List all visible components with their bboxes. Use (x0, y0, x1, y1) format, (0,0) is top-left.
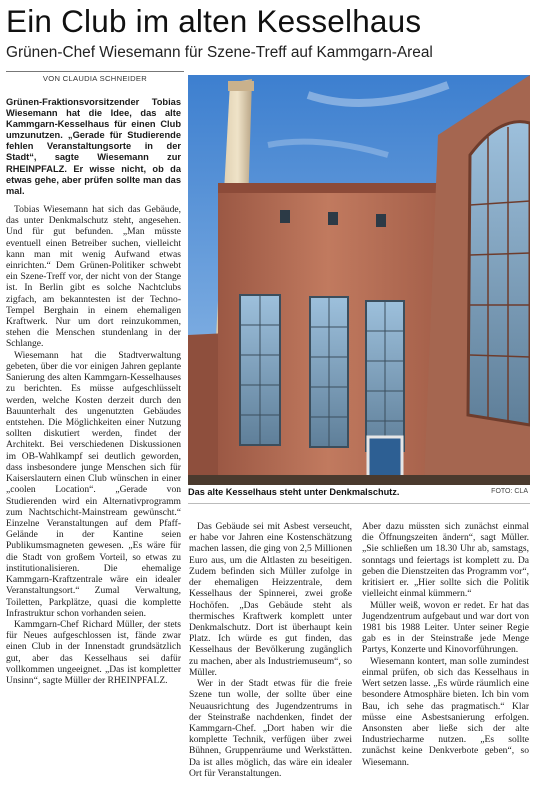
body-paragraph: Kammgarn-Chef Richard Müller, der stets für Neues aufgeschlossen ist, fände zwar einen Club in der Innenstadt grundsätzlich gut, aber das Kesselhaus sei dafür vollkommen ungeeignet. „Das ist kompletter Unsinn“, sagte Müller der RHEINPFALZ. (6, 618, 181, 687)
kesselhaus-photo (188, 75, 530, 485)
subheadline: Grünen-Chef Wiesemann für Szene-Treff auf Kammgarn-Areal (6, 44, 433, 61)
body-paragraph: Das Gebäude sei mit Asbest verseucht, er habe vor Jahren eine Kostenschätzung machen lassen, die ging von 2,5 Millionen Euro aus, um die Altlasten zu beseitigen. Zudem befinden sich Müller zufolge in der ehemaligen Heizzentrale, dem Kesselhaus der Spinnerei, zwei große Hochöfen. „Das Gebäude steht als thermisches Kraftwerk komplett unter Denkmalschutz. Dort ist überhaupt kein Platz. Ich würde es gut finden, das Kesselhaus der Bevölkerung zugänglich zu machen, aber als Industriemuseum“, so Müller. (189, 521, 352, 678)
caption-divider (188, 503, 530, 504)
photo-credit: FOTO: CLA (491, 488, 528, 495)
photo-caption-row (188, 487, 530, 501)
body-paragraph: Müller weiß, wovon er redet. Er hat das Jugendzentrum aufgebaut und war dort von 1981 bis 1988 Leiter. Unter seiner Regie gab es in der Steinstraße jede Menge Partys, Konzerte und Kinovorführungen. (362, 599, 529, 656)
body-paragraph: Tobias Wiesemann hat sich das Gebäude, das unter Denkmalschutz steht, angesehen. Und für gut befunden. „Man müsste eventuell einen Betreiber suchen, vielleicht kann man mit wenig Aufwand etwas einrichten.“ Dem Grünen-Politiker schwebt ein Szene-Treff vor, der nicht von der Stange ist. In Berlin gibt es solche Nachtclubs zigfach, am bekanntesten ist der Techno-Tempel Berghain in einem ehemaligen Kraftwerk. Nur um dort reinzukommen, stehen die Menschen stundenlang in der Schlange. (6, 203, 181, 350)
lead-paragraph: Grünen-Fraktionsvorsitzender Tobias Wiesemann hat die Idee, das alte Kammgarn-Kesselhaus für einen Club umzunutzen. „Gerade für Studierende fehlen Veranstaltungsorte in der Stadt“, sagte Wiesemann zur RHEINPFALZ. Er wisse nicht, ob da etwas gehe, aber prüfen sollte man das mal. (6, 97, 181, 196)
text-column-3 (362, 521, 529, 806)
text-column-1 (6, 97, 181, 805)
body-paragraph: Wer in der Stadt etwas für die freie Szene tun wolle, der sollte über eine Neuausrichtung des Jugendzentrums in der Steinstraße nachdenken, findet der Kammgarn-Chef. „Dort haben wir die komplette Technik, verfügen über zwei Bühnen, Gruppenräume und Werkstätten. Da ist alles möglich, das wäre ein idealer Ort für Veranstaltungen. (189, 678, 352, 779)
body-paragraph: Aber dazu müssten sich zunächst einmal die Öffnungszeiten ändern“, sagt Müller. „Sie schließen um 18.30 Uhr ab, samstags, sonntags und feiertags ist komplett zu. Da geben die Dienstzeiten das Programm vor“, kritisiert er. „Hier sollte sich die Politik vielleicht einmal kümmern.“ (362, 521, 529, 600)
body-paragraph: Wiesemann hat die Stadtverwaltung gebeten, über die vor einigen Jahren geplante Sanierung des alten Kammgarn-Kesselhauses zu berichten. Es müsse aufgeschlüsselt werden, welche Kosten derzeit durch den Bauunterhalt des ungenutzten Gebäudes entstehen. Die Möglichkeiten einer Nutzung sollten diskutiert werden, findet der Architekt. Bei verschiedenen Diskussionen im OB-Wahlkampf sei deutlich geworden, dass insbesondere junge Menschen sich für Kaiserslautern einen Club wünschen in einer „coolen Location“. „Gerade von Studierenden wird ein Alternativprogramm zum Nachtschicht-Mainstream gewünscht.“ Einzelne Veranstaltungen auf dem Pfaff-Gelände in der Kantine seien Publikumsmagneten gewesen. „Es wäre für die Stadt von großem Vorteil, so etwas zu institutionalisieren. Die ehemalige Kammgarn-Kraftzentrale wäre ein idealer Veranstaltungsort.“ Zumal Verwaltung, Toiletten, Parkplätze, quasi die komplette Infrastruktur schon vorhanden seien. (6, 349, 181, 619)
body-paragraph: Wiesemann kontert, man solle zumindest einmal prüfen, ob sich das Kesselhaus in Wert setzen lasse. „Es würde räumlich eine besondere Atmosphäre bieten. Ich bin vom Bau, ich sehe das pragmatisch.“ Klar müsse eine Asbestsanierung erfolgen. Ansonsten aber ließe sich der alte Industriecharme nutzen. „Es sollte zunächst keine Denkverbote geben“, so Wiesemann. (362, 655, 529, 768)
text-column-2 (189, 521, 352, 806)
photo-caption: Das alte Kesselhaus steht unter Denkmalschutz. (188, 487, 400, 497)
byline: VON CLAUDIA SCHNEIDER (6, 71, 184, 83)
headline: Ein Club im alten Kesselhaus (6, 3, 422, 39)
